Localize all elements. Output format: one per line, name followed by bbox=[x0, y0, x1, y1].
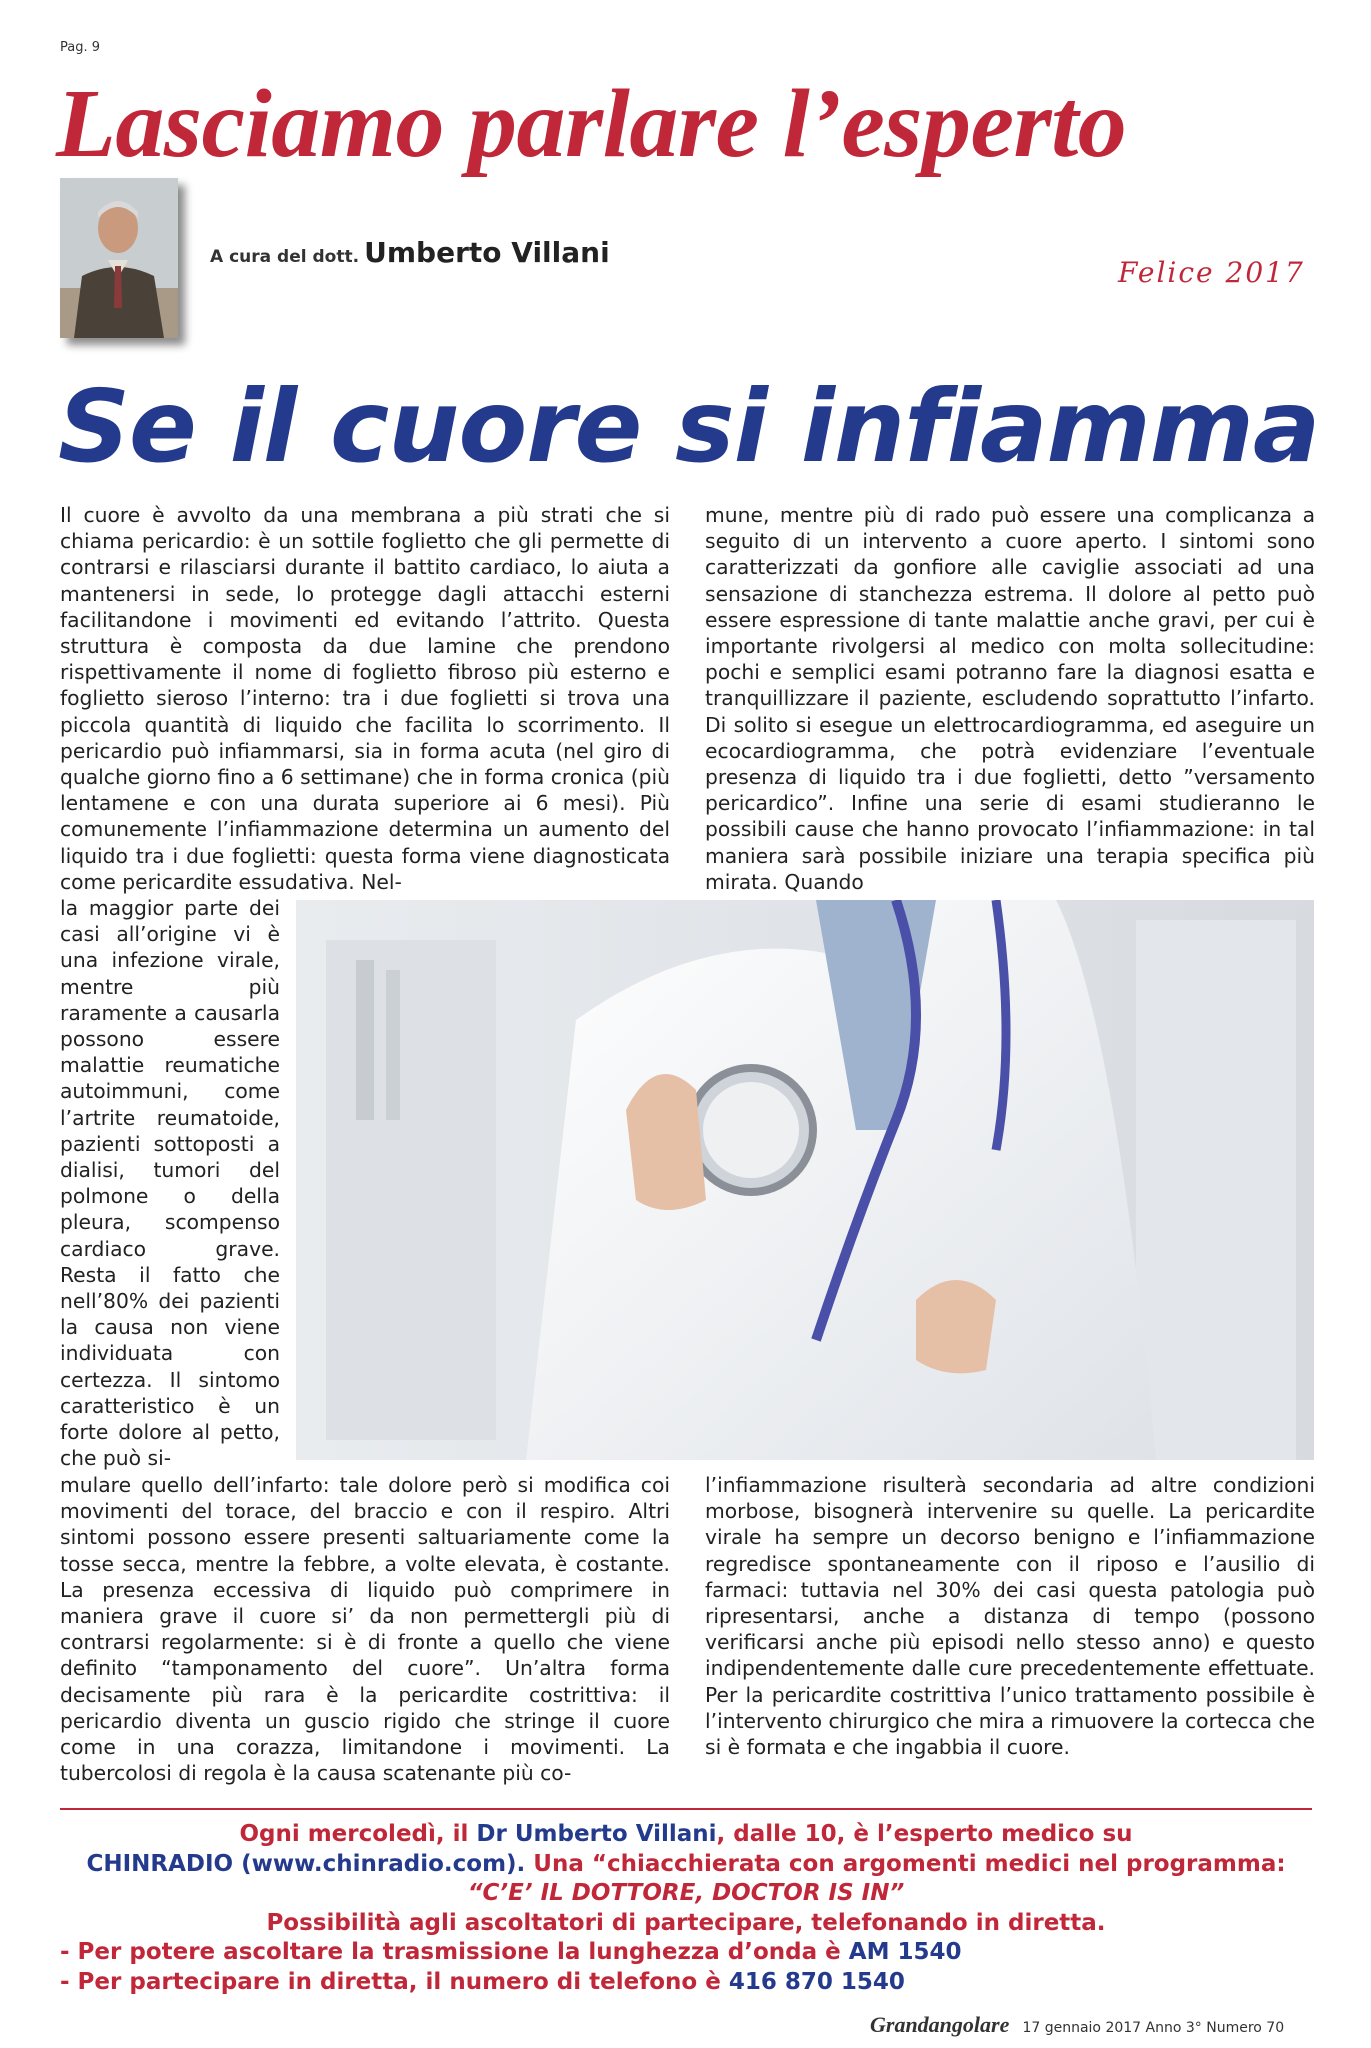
promo-frequency: AM 1540 bbox=[848, 1939, 962, 1965]
promo-line-4: Possibilità agli ascoltatori di partecipare, telefonando in diretta. bbox=[266, 1909, 1106, 1936]
byline bbox=[210, 236, 610, 269]
divider bbox=[60, 1808, 1312, 1810]
issue-date: 17 gennaio 2017 Anno 3° Numero 70 bbox=[1022, 2020, 1285, 2036]
promo-text: - Per partecipare in diretta, il numero di telefono è bbox=[60, 1968, 729, 1995]
publication-name: Grandangolare bbox=[870, 2012, 1010, 2037]
promo-phone[interactable]: 416 870 1540 bbox=[728, 1968, 905, 1995]
article-column-1-top: Il cuore è avvolto da una membrana a più strati che si chiama pericardio: è un sottile foglietto che gli permette di contrarsi e rilasciarsi durante il battito cardiaco, lo aiuta a mantenersi in sede, lo protegge dagli attacchi esterni facilitandone i movimenti ed evitando l’attrito. Questa struttura è composta da due lamine che prendono rispettivamente il nome di foglietto fibroso più esterno e foglietto sieroso l’interno: tra i due foglietti si trova una piccola quantità di liquido che facilita lo scorrimento. Il pericardio può infiammarsi, sia in forma acuta (nel giro di qualche giorno fino a 6 settimane) che in forma cronica (più lentamene e con una durata superiore ai 6 mesi). Più comunemente l’infiammazione determina un aumento del liquido tra i due foglietti: questa forma viene diagnosticata come pericardite essudativa. Nel- bbox=[60, 503, 670, 894]
promo-station-link[interactable]: CHINRADIO (www.chinradio.com). bbox=[86, 1850, 526, 1877]
promo-line-1 bbox=[60, 1820, 1312, 1850]
promo-line-2 bbox=[60, 1850, 1312, 1880]
article-column-1-wrap: la maggior parte dei casi all’origine vi è una infezione virale, mentre più raramente a causarla possono essere malattie reumatiche autoimmuni, come l’artrite reumatoide, pazienti sottoposti a dialisi, tumori del polmone o della pleura, scompenso cardiaco grave. Resta il fatto che nell’80% dei pazienti la causa non viene individuata con certezza. Il sintomo caratteristico è un forte dolore al petto, che può si- bbox=[60, 896, 280, 1471]
article-column-1-bottom: mulare quello dell’infarto: tale dolore però si modifica coi movimenti del torace, del braccio e con il respiro. Altri sintomi possono essere presenti saltuariamente come la tosse secca, mentre la febbre, a volte elevata, è costante. La presenza eccessiva di liquido può comprimere in maniera grave il cuore si’ da non permettergli più di contrarsi regolarmente: si è di fronte a quello che viene definito “tamponamento del cuore”. Un’altra forma decisamente più rara è la pericardite costrittiva: il pericardio diventa un guscio rigido che stringe il cuore come in una corazza, limitandone i movimenti. La tubercolosi di regola è la causa scatenante più co- bbox=[60, 1473, 670, 1786]
promo-text: Una “chiacchierata con argomenti medici nel programma: bbox=[525, 1850, 1286, 1877]
author-name: Umberto Villani bbox=[364, 236, 610, 269]
signature: Felice 2017 bbox=[1118, 256, 1305, 289]
radio-promo bbox=[60, 1820, 1312, 1997]
section-title: Lasciamo parlare l’esperto bbox=[56, 70, 1127, 178]
promo-line-6 bbox=[60, 1968, 1312, 1998]
promo-text: , dalle 10, è l’esperto medico su bbox=[716, 1821, 1133, 1847]
doctor-stethoscope-photo bbox=[296, 900, 1314, 1460]
article-column-2-top: mune, mentre più di rado può essere una complicanza a seguito di un intervento a cuore aperto. I sintomi sono caratterizzati da gonfiore alle caviglie associati ad una sensazione di stanchezza estrema. Il dolore al petto può essere espressione di tante malattie anche gravi, per cui è importante rivolgersi al medico con molta sollecitudine: pochi e semplici esami potranno fare la diagnosi esatta e tranquillizzare il paziente, escludendo soprattutto l’infarto. Di solito si esegue un elettrocardiogramma, ed aseguire un ecocardiogramma, che potrà evidenziare l’eventuale presenza di liquido tra i due foglietti, detto ”versamento pericardico”. Infine una serie di esami studieranno le possibili cause che hanno provocato l’infiammazione: in tal maniera sarà possibile iniziare una terapia specifica più mirata. Quando bbox=[705, 503, 1315, 894]
page-number: Pag. 9 bbox=[60, 40, 101, 55]
article-headline: Se il cuore si infiamma bbox=[58, 368, 1320, 485]
promo-program-name: “C’E’ IL DOTTORE, DOCTOR IS IN” bbox=[467, 1880, 905, 1906]
article-column-2-bottom: l’infiammazione risulterà secondaria ad altre condizioni morbose, bisognerà intervenire su quelle. La pericardite virale ha sempre un decorso benigno e l’infiammazione regredisce spontaneamente con il riposo e l’ausilio di farmaci: tuttavia nel 30% dei casi questa patologia può ripresentarsi, anche a distanza di tempo (possono verificarsi anche più episodi nello stesso anno) e questo indipendentemente dalle cure precedentemente effettuate. Per la pericardite costrittiva l’unico trattamento possibile è l’intervento chirurgico che mira a rimuovere la cortecca che si è formata e che ingabbia il cuore. bbox=[705, 1473, 1316, 1760]
promo-doctor-name: Dr Umberto Villani bbox=[476, 1821, 717, 1847]
promo-text: - Per potere ascoltare la trasmissione la lunghezza d’onda è bbox=[60, 1939, 849, 1965]
byline-prefix: A cura del dott. bbox=[210, 247, 360, 267]
promo-line-5 bbox=[60, 1938, 1312, 1968]
author-portrait bbox=[60, 178, 178, 338]
page-footer bbox=[870, 2012, 1284, 2038]
promo-text: Ogni mercoledì, il bbox=[239, 1821, 477, 1847]
